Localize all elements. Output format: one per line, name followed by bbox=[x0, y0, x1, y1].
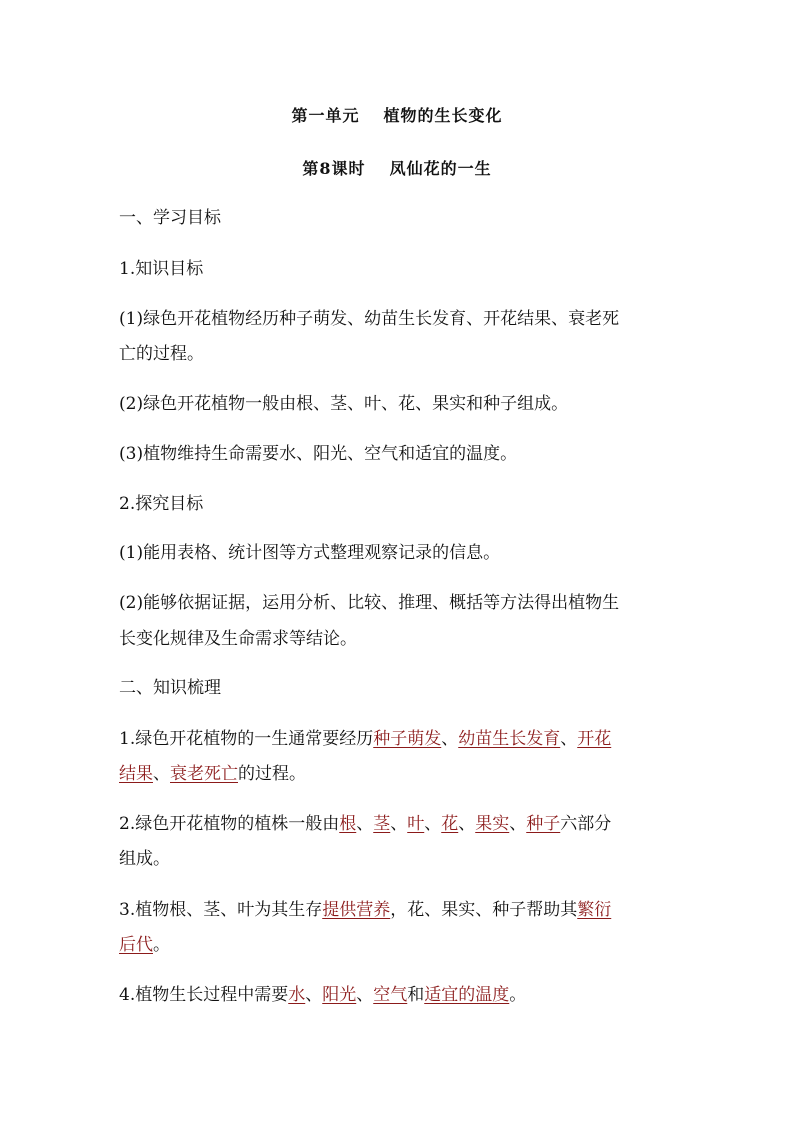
review-item-1-line1: 1.绿色开花植物的一生通常要经历种子萌发、幼苗生长发育、开花 bbox=[119, 729, 612, 749]
answer-blank: 提供营养 bbox=[322, 900, 391, 920]
review-item-2-line1: 2.绿色开花植物的植株一般由根、茎、叶、花、果实、种子六部分 bbox=[119, 814, 612, 834]
unit-title bbox=[0, 103, 794, 126]
lesson-number: 第8课时 bbox=[302, 159, 366, 178]
review-item-3-line1: 3.植物根、茎、叶为其生存提供营养，花、果实、种子帮助其繁衍 bbox=[119, 900, 612, 920]
answer-blank: 结果 bbox=[119, 764, 153, 784]
knowledge-goals-heading: 1.知识目标 bbox=[119, 259, 204, 279]
section-heading-goals: 一、学习目标 bbox=[119, 208, 221, 228]
answer-blank: 幼苗生长发育 bbox=[458, 729, 561, 749]
answer-blank: 水 bbox=[288, 985, 306, 1005]
knowledge-goal-2: (2)绿色开花植物一般由根、茎、叶、花、果实和种子组成。 bbox=[119, 394, 569, 414]
answer-blank: 种子 bbox=[526, 814, 561, 834]
knowledge-goal-1-line1: (1)绿色开花植物经历种子萌发、幼苗生长发育、开花结果、衰老死 bbox=[119, 309, 620, 329]
review-item-3-line2: 后代。 bbox=[119, 935, 170, 955]
review-item-2-line2: 组成。 bbox=[119, 849, 170, 869]
answer-blank: 空气 bbox=[373, 985, 408, 1005]
answer-blank: 繁衍 bbox=[577, 900, 612, 920]
answer-blank: 果实 bbox=[475, 814, 510, 834]
answer-blank: 适宜的温度 bbox=[424, 985, 510, 1005]
unit-number: 第一单元 bbox=[291, 106, 360, 125]
inquiry-goals-heading: 2.探究目标 bbox=[119, 494, 204, 514]
lesson-title bbox=[0, 156, 794, 179]
answer-blank: 花 bbox=[441, 814, 459, 834]
unit-name: 植物的生长变化 bbox=[383, 106, 503, 125]
answer-blank: 叶 bbox=[407, 814, 425, 834]
inquiry-goal-1: (1)能用表格、统计图等方式整理观察记录的信息。 bbox=[119, 543, 501, 563]
answer-blank: 衰老死亡 bbox=[170, 764, 238, 784]
section-heading-review: 二、知识梳理 bbox=[119, 678, 221, 698]
answer-blank: 根 bbox=[339, 814, 357, 834]
inquiry-goal-2-line1: (2)能够依据证据，运用分析、比较、推理、概括等方法得出植物生 bbox=[119, 593, 620, 613]
answer-blank: 开花 bbox=[577, 729, 612, 749]
answer-blank: 种子萌发 bbox=[373, 729, 442, 749]
inquiry-goal-2-line2: 长变化规律及生命需求等结论。 bbox=[119, 629, 357, 649]
answer-blank: 阳光 bbox=[322, 985, 357, 1005]
lesson-name: 凤仙花的一生 bbox=[389, 159, 492, 178]
knowledge-goal-1-line2: 亡的过程。 bbox=[119, 344, 204, 364]
review-item-1-line2: 结果、衰老死亡的过程。 bbox=[119, 764, 306, 784]
answer-blank: 后代 bbox=[119, 935, 153, 955]
review-item-4: 4.植物生长过程中需要水、阳光、空气和适宜的温度。 bbox=[119, 985, 527, 1005]
knowledge-goal-3: (3)植物维持生命需要水、阳光、空气和适宜的温度。 bbox=[119, 444, 518, 464]
answer-blank: 茎 bbox=[373, 814, 391, 834]
